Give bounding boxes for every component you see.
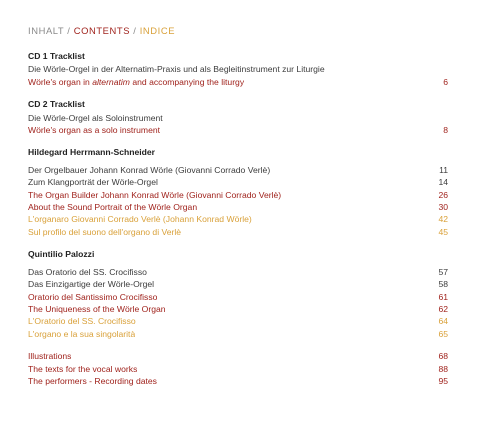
header-separator: / [64, 25, 74, 36]
cd1-german-line[interactable] [28, 63, 448, 75]
toc-entry-title: L'organaro Giovanni Corrado Verlè (Johann Konrad Wörle) [28, 214, 252, 225]
palozzi-author: Quintilio Palozzi [28, 249, 95, 260]
cd2-page-number: 8 [443, 125, 448, 136]
toc-entry-title: The Organ Builder Johann Konrad Wörle (Giovanni Corrado Verlè) [28, 189, 282, 200]
toc-entry[interactable] [28, 201, 448, 213]
toc-entry-title: Oratorio del Santissimo Crocifisso [28, 291, 158, 302]
cd2-english-line[interactable] [28, 124, 448, 136]
toc-entry[interactable] [28, 164, 448, 176]
toc-entry[interactable] [28, 176, 448, 188]
toc-entry-title: L'Oratorio del SS. Crocifisso [28, 316, 136, 327]
toc-entry[interactable] [28, 213, 448, 225]
toc-entry[interactable] [28, 266, 448, 278]
toc-entry[interactable] [28, 303, 448, 315]
toc-entry-page: 26 [438, 189, 448, 200]
toc-entry-title: The texts for the vocal works [28, 363, 138, 374]
header-german: INHALT [28, 25, 65, 36]
toc-entry[interactable] [28, 278, 448, 290]
toc-entry[interactable] [28, 350, 448, 362]
appendix-section [28, 350, 448, 387]
cd1-english-part: and accompanying the liturgy [129, 76, 245, 87]
contents-header [28, 24, 448, 38]
cd1-title: CD 1 Tracklist [28, 51, 85, 61]
toc-entry-page: 88 [438, 363, 448, 374]
cd2-german-text: Die Wörle-Orgel als Soloinstrument [28, 112, 163, 123]
cd2-title: CD 2 Tracklist [28, 99, 85, 110]
herrmann-section [28, 146, 448, 238]
toc-entry-page: 42 [438, 214, 448, 225]
cd2-german-line[interactable] [28, 112, 448, 124]
toc-entry-page: 61 [438, 291, 448, 302]
toc-entry-page: 62 [438, 303, 448, 314]
header-italian: INDICE [139, 25, 176, 36]
cd1-english-part: Wörle's organ in [28, 76, 93, 87]
toc-entry-title: L'organo e la sua singolarità [28, 328, 136, 339]
cd1-page-number: 6 [443, 76, 448, 87]
toc-entry-title: Das Oratorio del SS. Crocifisso [28, 266, 147, 277]
header-english: CONTENTS [73, 25, 131, 36]
toc-entry-page: 65 [438, 328, 448, 339]
toc-entry-title: The Uniqueness of the Wörle Organ [28, 303, 166, 314]
header-separator: / [130, 25, 140, 36]
palozzi-section [28, 248, 448, 340]
toc-entry-page: 30 [438, 202, 448, 213]
toc-entry-page: 45 [438, 226, 448, 237]
toc-entry[interactable] [28, 375, 448, 387]
cd1-english-italic: alternatim [92, 76, 130, 87]
toc-entry-page: 68 [438, 351, 448, 362]
toc-entry-title: Zum Klangporträt der Wörle-Orgel [28, 177, 158, 188]
cd1-section [28, 50, 448, 88]
toc-entry[interactable] [28, 226, 448, 238]
toc-entry-title: Illustrations [28, 351, 72, 362]
toc-entry-title: The performers - Recording dates [28, 375, 157, 386]
toc-entry[interactable] [28, 291, 448, 303]
table-of-contents [28, 24, 448, 397]
toc-entry-page: 57 [438, 266, 448, 277]
toc-entry-page: 64 [438, 316, 448, 327]
cd1-english-text [28, 76, 244, 88]
toc-entry[interactable] [28, 189, 448, 201]
toc-entry-title: Das Einzigartige der Wörle-Orgel [28, 279, 155, 290]
toc-entry-title: About the Sound Portrait of the Wörle Organ [28, 202, 198, 213]
toc-entry-title: Sul profilo del suono dell'organo di Verlè [28, 226, 182, 237]
toc-entry[interactable] [28, 315, 448, 327]
toc-entry-page: 11 [439, 164, 448, 175]
herrmann-author: Hildegard Herrmann-Schneider [28, 147, 156, 158]
cd1-english-line[interactable] [28, 76, 448, 88]
cd2-english-text: Wörle's organ as a solo instrument [28, 125, 161, 136]
toc-entry[interactable] [28, 363, 448, 375]
toc-entry-page: 95 [438, 375, 448, 386]
toc-entry-page: 14 [438, 177, 448, 188]
toc-entry-title: Der Orgelbauer Johann Konrad Wörle (Giovanni Corrado Verlè) [28, 164, 271, 175]
toc-entry[interactable] [28, 328, 448, 340]
cd1-german-text: Die Wörle-Orgel in der Alternatim-Praxis und als Begleitinstrument zur Liturgie [28, 64, 325, 75]
toc-entry-page: 58 [438, 279, 448, 290]
cd2-section [28, 98, 448, 136]
